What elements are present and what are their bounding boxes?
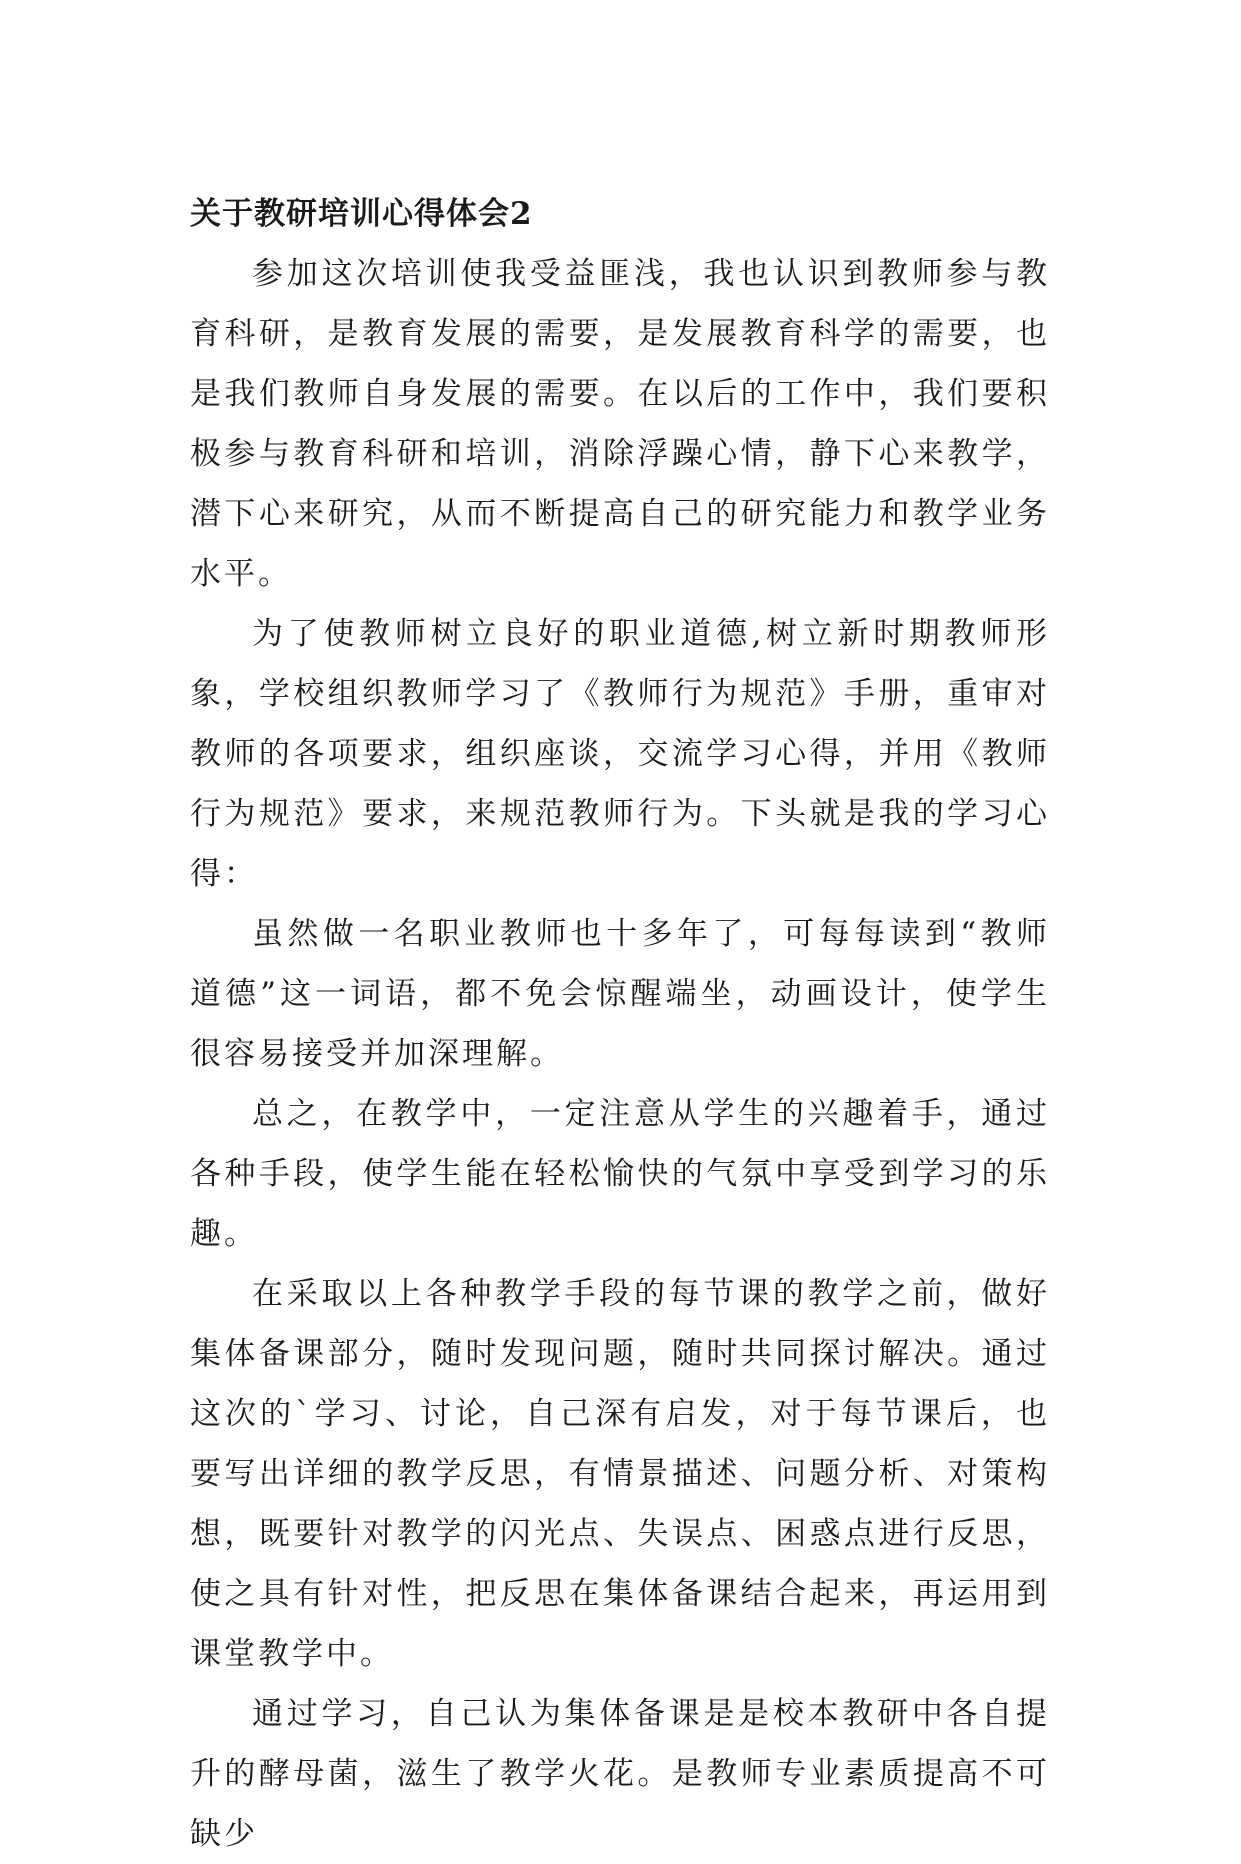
document-title: 关于教研培训心得体会2 (190, 196, 533, 232)
paragraph-3: 虽然做一名职业教师也十多年了，可每每读到“教师道德”这一词语，都不免会惊醒端坐，动画设计，使学生很容易接受并加深理解。 (190, 916, 1050, 1072)
paragraph-6: 通过学习，自己认为集体备课是是校本教研中各自提升的酵母菌，滋生了教学火花。是教师专业素质提高不可缺少 (190, 1696, 1050, 1852)
document-page (190, 190, 1050, 1864)
paragraph-1: 参加这次培训使我受益匪浅，我也认识到教师参与教育科研，是教育发展的需要，是发展教育科学的需要，也是我们教师自身发展的需要。在以后的工作中，我们要积极参与教育科研和培训，消除浮躁心情，静下心来教学，潜下心来研究，从而不断提高自己的研究能力和教学业务水平。 (190, 256, 1050, 592)
paragraph-5: 在采取以上各种教学手段的每节课的教学之前，做好集体备课部分，随时发现问题，随时共同探讨解决。通过这次的`学习、讨论，自己深有启发，对于每节课后，也要写出详细的教学反思，有情景描述、问题分析、对策构想，既要针对教学的闪光点、失误点、困惑点进行反思，使之具有针对性，把反思在集体备课结合起来，再运用到课堂教学中。 (190, 1276, 1050, 1672)
paragraph-4: 总之，在教学中，一定注意从学生的兴趣着手，通过各种手段，使学生能在轻松愉快的气氛中享受到学习的乐趣。 (190, 1096, 1050, 1252)
paragraph-2: 为了使教师树立良好的职业道德,树立新时期教师形象，学校组织教师学习了《教师行为规范》手册，重审对教师的各项要求，组织座谈，交流学习心得，并用《教师行为规范》要求，来规范教师行为。下头就是我的学习心得： (190, 616, 1050, 892)
